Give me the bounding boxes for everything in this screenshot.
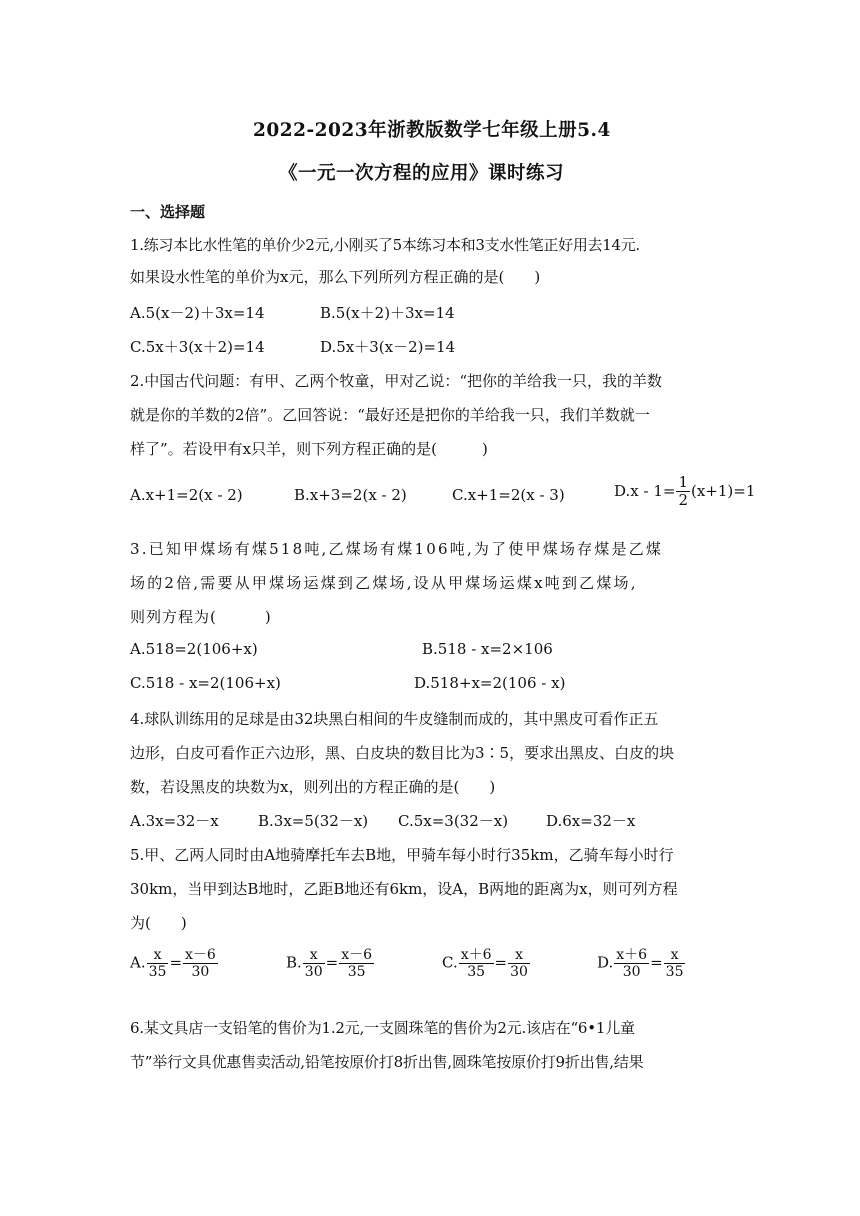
q3-option-c: C.518 - x=2(106+x)	[130, 674, 281, 692]
fraction-numerator: x－6	[185, 947, 216, 963]
q1-option-c: C.5x＋3(x＋2)=14	[130, 338, 265, 356]
q2-option-d-prefix: D.x - 1=	[614, 481, 676, 500]
equals-sign: =	[169, 953, 183, 972]
q5-option-b	[286, 947, 375, 980]
fraction-denominator: 35	[467, 964, 486, 981]
fraction-denominator: 2	[678, 491, 688, 510]
right-fraction	[183, 947, 218, 980]
title-line-2: 《一元一次方程的应用》课时练习	[279, 163, 565, 184]
section-heading: 一、选择题	[130, 203, 206, 221]
q2-text-line-3: 样了”。若设甲有x只羊，则下列方程正确的是( )	[130, 440, 488, 458]
equals-sign: =	[325, 953, 339, 972]
left-fraction	[303, 947, 325, 980]
q4-option-c: C.5x=3(32－x)	[398, 812, 509, 830]
q4-text-line-1: 4.球队训练用的足球是由32块黑白相间的牛皮缝制而成的，其中黑皮可看作正五	[130, 710, 659, 728]
fraction-numerator: x＋6	[460, 947, 492, 963]
fraction-numerator: x	[147, 947, 169, 964]
q2-option-d-suffix: (x+1)=1	[690, 481, 756, 500]
q1-option-d: D.5x＋3(x－2)=14	[320, 338, 456, 356]
equals-sign: =	[494, 953, 508, 972]
equals-sign: =	[650, 953, 663, 972]
q5-option-c	[442, 947, 531, 980]
left-fraction	[614, 947, 649, 980]
fraction-denominator: 35	[148, 964, 167, 981]
q4-option-a: A.3x=32－x	[130, 812, 219, 830]
q5-text-line-2: 30km，当甲到达B地时，乙距B地还有6km，设A，B两地的距离为x，则可列方程	[130, 880, 678, 898]
fraction-denominator: 35	[665, 964, 684, 981]
q2-option-d	[614, 474, 755, 510]
q5-text-line-3: 为( )	[130, 914, 187, 932]
q3-text-line-1: 3.已知甲煤场有煤518吨,乙煤场有煤106吨,为了使甲煤场存煤是乙煤	[130, 540, 664, 558]
fraction-numerator: x	[303, 947, 325, 964]
q2-option-c: C.x+1=2(x - 3)	[452, 486, 565, 504]
option-label: C.	[442, 953, 458, 972]
q4-option-b: B.3x=5(32－x)	[258, 812, 369, 830]
q2-text-line-2: 就是你的羊数的2倍”。乙回答说：“最好还是把你的羊给我一只，我们羊数就一	[130, 406, 650, 424]
q3-text-line-3: 则列方程为( )	[130, 608, 272, 626]
fraction-denominator: 30	[510, 964, 528, 981]
q3-option-a: A.518=2(106+x)	[130, 640, 258, 658]
q2-option-a: A.x+1=2(x - 2)	[130, 486, 243, 504]
fraction-numerator: x	[508, 947, 530, 964]
option-label: A.	[130, 953, 146, 972]
q3-option-d: D.518+x=2(106 - x)	[414, 674, 566, 692]
q4-text-line-2: 边形，白皮可看作正六边形，黑、白皮块的数目比为3∶5，要求出黑皮、白皮的块	[130, 744, 675, 762]
q1-text-line-2: 如果设水性笔的单价为x元，那么下列所列方程正确的是( )	[130, 268, 541, 286]
fraction-numerator: 1	[678, 473, 688, 491]
title-line-1: 2022-2023年浙教版数学七年级上册5.4	[253, 120, 611, 141]
fraction-denominator: 30	[191, 964, 210, 981]
q4-option-d: D.6x=32－x	[546, 812, 636, 830]
q1-text-line-1: 1.练习本比水性笔的单价少2元,小刚买了5本练习本和3支水性笔正好用去14元.	[130, 236, 640, 254]
right-fraction	[664, 947, 686, 980]
q1-option-b: B.5(x＋2)＋3x=14	[320, 304, 455, 322]
fraction-numerator: x	[664, 947, 686, 964]
q6-text-line-1: 6.某文具店一支铅笔的售价为1.2元,一支圆珠笔的售价为2元.该店在“6•1儿童	[130, 1019, 635, 1037]
left-fraction	[147, 947, 169, 980]
fraction-numerator: x＋6	[616, 947, 648, 963]
q1-option-a: A.5(x－2)＋3x=14	[130, 304, 265, 322]
q6-text-line-2: 节”举行文具优惠售卖活动,铅笔按原价打8折出售,圆珠笔按原价打9折出售,结果	[130, 1053, 644, 1071]
fraction-numerator: x－6	[341, 947, 373, 963]
option-label: D.	[597, 953, 614, 972]
q5-option-a	[130, 947, 219, 980]
q2-option-d-fraction	[676, 474, 690, 510]
left-fraction	[459, 947, 494, 980]
q3-text-line-2: 场的2倍,需要从甲煤场运煤到乙煤场,设从甲煤场运煤x吨到乙煤场,	[130, 574, 638, 592]
fraction-denominator: 30	[622, 964, 641, 981]
q5-text-line-1: 5.甲、乙两人同时由A地骑摩托车去B地，甲骑车每小时行35km，乙骑车每小时行	[130, 846, 674, 864]
q4-text-line-3: 数，若设黑皮的块数为x，则列出的方程正确的是( )	[130, 778, 496, 796]
fraction-denominator: 35	[347, 964, 366, 981]
q2-text-line-1: 2.中国古代问题：有甲、乙两个牧童，甲对乙说：“把你的羊给我一只，我的羊数	[130, 372, 662, 390]
fraction-denominator: 30	[304, 964, 323, 981]
q2-option-b: B.x+3=2(x - 2)	[294, 486, 407, 504]
q3-option-b: B.518 - x=2×106	[422, 640, 553, 658]
q5-option-d	[597, 947, 686, 980]
option-label: B.	[286, 953, 302, 972]
right-fraction	[339, 947, 374, 980]
right-fraction	[508, 947, 530, 980]
